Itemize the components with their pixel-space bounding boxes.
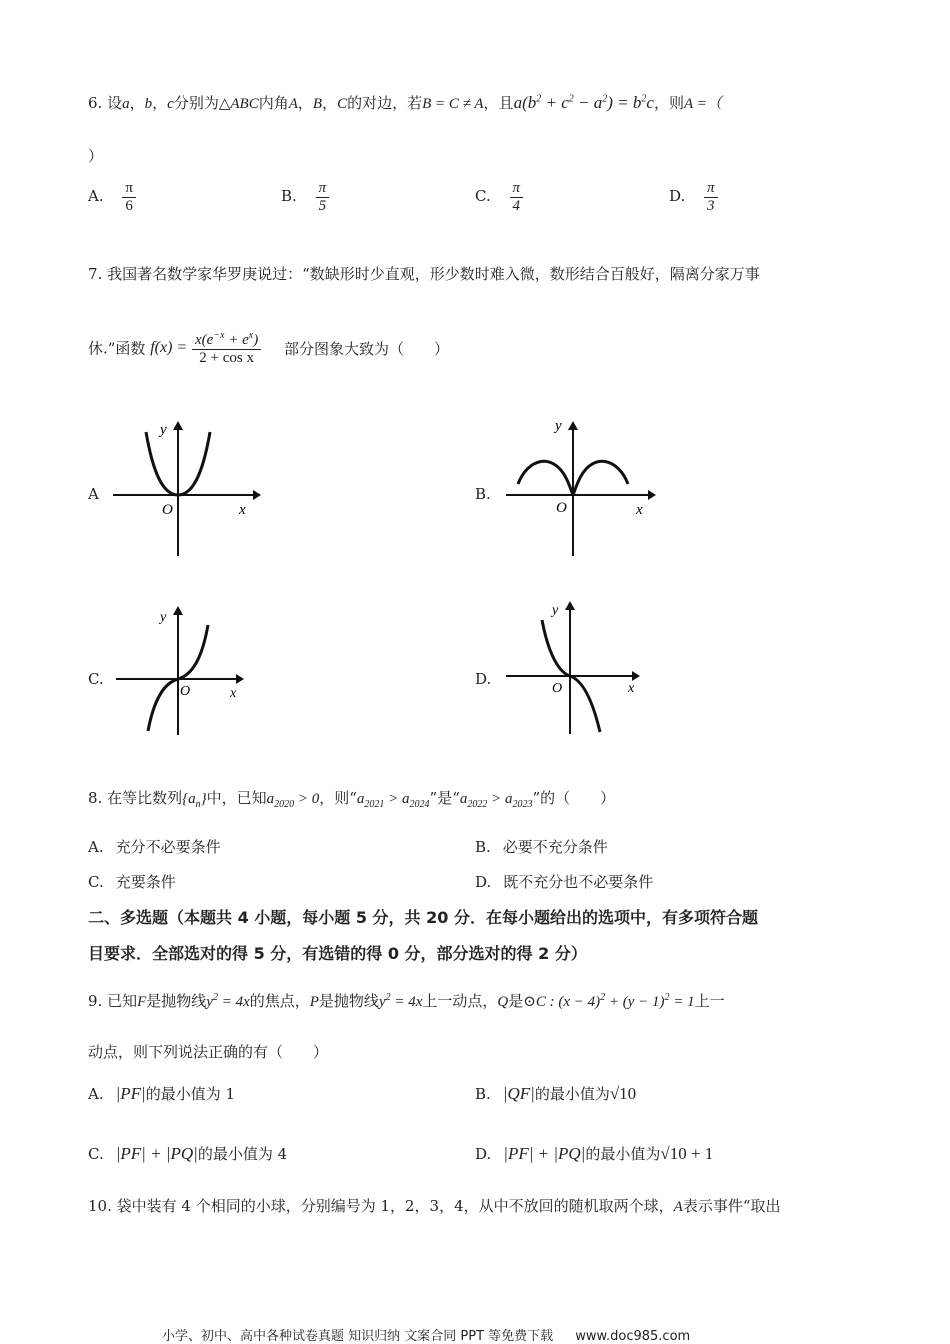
graph-a-y-label: y [160, 422, 167, 438]
graph-a-origin: O [162, 502, 173, 518]
q6-option-a: A. $\frac{\pi}{6}$ [88, 180, 136, 214]
q6-option-d: D. $\frac{\pi}{3}$ [669, 180, 718, 214]
section2-line2: 目要求．全部选对的得 5 分，有选错的得 0 分，部分选对的得 2 分） [88, 944, 587, 963]
graph-b-origin: O [556, 500, 567, 516]
q6-option-b: B. $\frac{\pi}{5}$ [281, 180, 329, 214]
graph-a [105, 418, 265, 560]
q9-option-c: C. |PF| + |PQ|的最小值为 4 [88, 1144, 288, 1163]
graph-b-label: B. [475, 485, 491, 503]
q9-stem: 9. 已知F是抛物线$y^2 = 4x$的焦点，P是抛物线$y^2 = 4x$上一动点，Q是⊙C : $(x - 4)^2 + (y - 1)^2 = 1$上一 [88, 992, 725, 1010]
q8-option-a: A. 充分不必要条件 [88, 838, 221, 856]
q8-option-c: C. 充要条件 [88, 873, 176, 891]
graph-c [112, 603, 252, 739]
graph-d-origin: O [552, 681, 563, 696]
graph-b-x-label: x [636, 502, 643, 518]
q10-line1: 10. 袋中装有 4 个相同的小球，分别编号为 1，2，3，4，从中不放回的随机取两个球，A表示事件“取出 [88, 1197, 781, 1215]
graph-c-y-label: y [160, 610, 167, 625]
section2-line1: 二、多选题（本题共 4 小题，每小题 5 分，共 20 分．在每小题给出的选项中，有多项符合题 [88, 908, 758, 927]
footer [162, 1325, 690, 1344]
q8-option-d: D. 既不充分也不必要条件 [475, 873, 654, 891]
q8-stem: 8. 在等比数列$\{a_n\}$中，已知$a_{2020} > 0$，则“$a_{2021} > a_{2024}$”是“$a_{2022} > a_{2023}$”的（ ） [88, 789, 616, 810]
q6-stem: 6. 设a，b，c分别为△ABC内角A，B，C的对边，若B = C ≠ A，且$a(b^2 + c^2 - a^2) = b^2c$，则A =（ [88, 93, 722, 112]
q6-option-c: C. $\frac{\pi}{4}$ [475, 180, 523, 214]
q9-option-d: D. |PF| + |PQ|的最小值为√10 + 1 [475, 1144, 714, 1163]
graph-c-label: C. [88, 670, 104, 688]
q7-line1: 7. 我国著名数学家华罗庚说过：“数缺形时少直观，形少数时难入微，数形结合百般好，隔离分家万事 [88, 265, 760, 283]
graph-d-y-label: y [552, 603, 559, 618]
graph-b-y-label: y [555, 418, 562, 434]
graph-d [502, 598, 652, 738]
q9-line2: 动点，则下列说法正确的有（ ） [88, 1043, 329, 1061]
graph-a-x-label: x [239, 502, 246, 518]
footer-url[interactable]: www.doc985.com [575, 1329, 691, 1344]
q6-close: ） [88, 147, 104, 165]
q9-option-a: A. |PF|的最小值为 1 [88, 1084, 236, 1103]
graph-d-x-label: x [628, 681, 635, 696]
graph-d-label: D. [475, 670, 492, 688]
graph-c-x-label: x [230, 686, 237, 701]
graph-b-curve-left [518, 461, 573, 495]
graph-b-curve-right [573, 461, 628, 495]
q9-option-b: B. |QF|的最小值为√10 [475, 1084, 637, 1103]
graph-c-origin: O [180, 684, 191, 699]
graph-a-label: A [88, 485, 99, 503]
graph-b [500, 418, 660, 560]
q7-line2: 休.”函数 f(x) = $\frac{x(e^{-x} + e^x)}{\text{2 + cos x}}$ 部分图象大致为（ ） [88, 330, 450, 366]
footer-text: 小学、初中、高中各种试卷真题 知识归纳 文案合同 PPT 等免费下载 [162, 1329, 554, 1344]
q8-option-b: B. 必要不充分条件 [475, 838, 608, 856]
